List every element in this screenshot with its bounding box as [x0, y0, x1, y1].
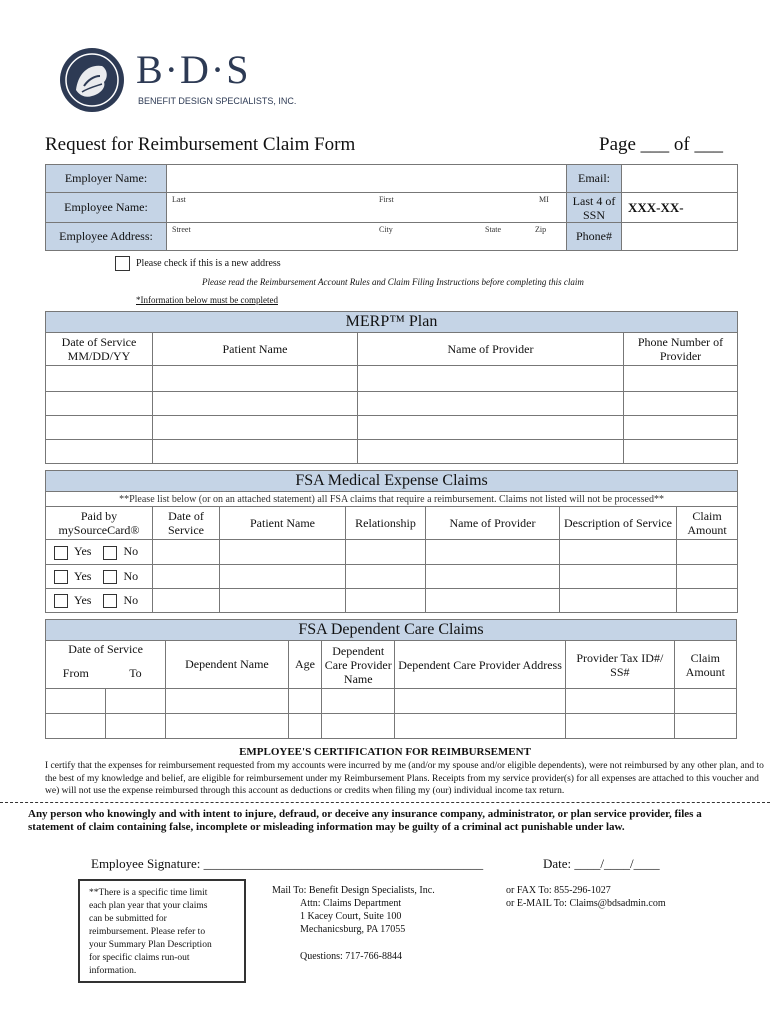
cell[interactable]	[674, 714, 736, 739]
ssn-prefix: XXX-XX-	[628, 199, 684, 215]
cell[interactable]	[358, 366, 624, 392]
dep-col-tax: Provider Tax ID#/ SS#	[566, 641, 675, 689]
claims-email[interactable]: or E-MAIL To: Claims@bdsadmin.com	[506, 898, 666, 909]
cell[interactable]	[153, 416, 358, 440]
table-row	[46, 440, 738, 464]
cell[interactable]	[220, 589, 346, 613]
cell[interactable]	[624, 440, 738, 464]
mail-address	[272, 884, 435, 963]
table-row	[46, 565, 738, 589]
certification-title: EMPLOYEE'S CERTIFICATION FOR REIMBURSEMENT	[239, 746, 531, 758]
merp-col-date: Date of Service MM/DD/YY	[46, 333, 153, 366]
cell[interactable]	[153, 589, 220, 613]
employer-name-field[interactable]	[167, 165, 567, 193]
cell[interactable]	[624, 416, 738, 440]
cell[interactable]	[46, 366, 153, 392]
cell[interactable]	[153, 565, 220, 589]
sub-label-mi: MI	[539, 195, 549, 204]
dep-col-provider-address: Dependent Care Provider Address	[395, 641, 566, 689]
dep-col-amount: Claim Amount	[674, 641, 736, 689]
no-label: No	[123, 568, 139, 583]
time-limit-line: each plan year that your claims	[89, 901, 208, 911]
no-checkbox[interactable]	[103, 570, 117, 584]
ssn-field[interactable]	[622, 193, 738, 223]
cell[interactable]	[46, 392, 153, 416]
cell[interactable]	[346, 589, 426, 613]
cell[interactable]	[153, 366, 358, 392]
time-limit-line: information.	[89, 966, 137, 976]
fax-number: or FAX To: 855-296-1027	[506, 885, 611, 896]
cell[interactable]	[426, 589, 560, 613]
cell[interactable]	[46, 714, 106, 739]
yes-label: Yes	[74, 568, 92, 583]
fsa-col-provider: Name of Provider	[426, 507, 560, 540]
paid-choice	[46, 540, 153, 565]
cell[interactable]	[560, 565, 677, 589]
logo-company: BENEFIT DESIGN SPECIALISTS, INC.	[138, 96, 297, 106]
cell[interactable]	[677, 589, 738, 613]
email-label: Email:	[567, 165, 622, 193]
mail-line: Mail To: Benefit Design Specialists, Inc.	[272, 885, 435, 896]
ssn-label: Last 4 of SSN	[567, 193, 622, 223]
cell[interactable]	[426, 540, 560, 565]
sub-label-state: State	[485, 225, 501, 234]
merp-col-provider: Name of Provider	[358, 333, 624, 366]
employee-name-label: Employee Name:	[46, 193, 167, 223]
time-limit-line: can be submitted for	[89, 914, 167, 924]
dep-col-from: From	[46, 659, 106, 689]
sub-label-last: Last	[172, 195, 186, 204]
fsa-medical-table	[45, 470, 738, 613]
yes-checkbox[interactable]	[54, 570, 68, 584]
cell[interactable]	[153, 540, 220, 565]
table-row	[46, 714, 737, 739]
new-address-checkbox[interactable]	[115, 256, 130, 271]
table-row	[46, 540, 738, 565]
merp-title: MERP™ Plan	[46, 312, 738, 333]
cell[interactable]	[395, 689, 566, 714]
employee-address-field[interactable]	[167, 223, 567, 251]
certification-line: we) will not use the expense reimbursed through this account as deductions or credits when filing my (our) individual income tax return.	[45, 786, 565, 796]
fsa-medical-note: **Please list below (or on an attached statement) all FSA claims that require a reimbursement. Claims not listed will not be processed**	[46, 492, 738, 507]
certification-line: I certify that the expenses for reimbursement requested from my accounts were incurred by me (and/or my spouse and/or eligible dependents), were not reimbursed by any other plan, and to	[45, 761, 764, 771]
yes-label: Yes	[74, 544, 92, 559]
no-checkbox[interactable]	[103, 594, 117, 608]
table-row	[46, 416, 738, 440]
time-limit-line: reimbursement. Please refer to	[89, 927, 206, 937]
no-checkbox[interactable]	[103, 546, 117, 560]
cell[interactable]	[106, 714, 166, 739]
no-label: No	[123, 592, 139, 607]
cell[interactable]	[166, 689, 288, 714]
table-row	[46, 392, 738, 416]
cell[interactable]	[153, 392, 358, 416]
mail-line: Mechanicsburg, PA 17055	[300, 924, 406, 935]
logo-letters: B·D·S	[136, 47, 251, 92]
sub-label-city: City	[379, 225, 393, 234]
cell[interactable]	[46, 440, 153, 464]
cell[interactable]	[395, 714, 566, 739]
signature-line[interactable]: Employee Signature: ___________________________________________	[91, 856, 484, 871]
dep-col-to: To	[106, 659, 166, 689]
paid-choice	[46, 565, 153, 589]
table-row	[46, 366, 738, 392]
merp-col-phone: Phone Number of Provider	[624, 333, 738, 366]
fraud-line: Any person who knowingly and with intent to injure, defraud, or deceive any insurance company, administrator, or plan service provider, files a	[28, 808, 702, 820]
read-instructions-note: Please read the Reimbursement Account Rules and Claim Filing Instructions before completing this claim	[202, 277, 584, 287]
no-label: No	[123, 544, 139, 559]
paid-choice	[46, 589, 153, 613]
fsa-col-description: Description of Service	[560, 507, 677, 540]
cell[interactable]	[166, 714, 288, 739]
cell[interactable]	[358, 440, 624, 464]
fsa-col-paid: Paid by mySourceCard®	[46, 507, 153, 540]
cell[interactable]	[346, 540, 426, 565]
dep-col-date: Date of Service	[46, 641, 166, 659]
employee-address-label: Employee Address:	[46, 223, 167, 251]
fax-email	[506, 884, 666, 910]
info-required-note: *Information below must be completed	[136, 295, 278, 305]
cell[interactable]	[566, 689, 675, 714]
sub-label-zip: Zip	[535, 225, 547, 234]
dep-col-name: Dependent Name	[166, 641, 288, 689]
cell[interactable]	[46, 416, 153, 440]
cell[interactable]	[322, 714, 395, 739]
yes-checkbox[interactable]	[54, 546, 68, 560]
cell[interactable]	[288, 689, 322, 714]
table-row	[46, 689, 737, 714]
time-limit-box	[78, 879, 246, 983]
signature-date[interactable]: Date: ____/____/____	[543, 856, 660, 871]
questions-phone: Questions: 717-766-8844	[300, 951, 402, 962]
new-address-label: Please check if this is a new address	[136, 257, 281, 269]
cell[interactable]	[674, 689, 736, 714]
time-limit-line: your Summary Plan Description	[89, 940, 212, 950]
sub-label-first: First	[379, 195, 394, 204]
cell[interactable]	[560, 540, 677, 565]
yes-label: Yes	[74, 592, 92, 607]
cell[interactable]	[153, 440, 358, 464]
merp-col-patient: Patient Name	[153, 333, 358, 366]
email-field[interactable]	[622, 165, 738, 193]
fsa-col-amount: Claim Amount	[677, 507, 738, 540]
cell[interactable]	[677, 540, 738, 565]
logo	[58, 46, 297, 116]
cell[interactable]	[288, 714, 322, 739]
lion-head-icon	[58, 46, 126, 114]
mail-line: Attn: Claims Department	[300, 898, 402, 909]
new-address-row	[115, 256, 281, 271]
yes-checkbox[interactable]	[54, 594, 68, 608]
employee-name-field[interactable]	[167, 193, 567, 223]
fraud-notice	[0, 802, 770, 834]
page-count: Page ___ of ___	[599, 134, 724, 155]
fsa-col-date: Date of Service	[153, 507, 220, 540]
fsa-dependent-title: FSA Dependent Care Claims	[46, 620, 737, 641]
fraud-line: statement of claim containing false, incomplete or misleading information may be guilty of a criminal act punishable under law.	[28, 821, 625, 833]
cell[interactable]	[220, 540, 346, 565]
table-row	[46, 589, 738, 613]
phone-label: Phone#	[567, 223, 622, 251]
cell[interactable]	[560, 589, 677, 613]
cell[interactable]	[358, 416, 624, 440]
cell[interactable]	[358, 392, 624, 416]
employee-info-table	[45, 164, 738, 251]
certification-line: the best of my knowledge and belief, are eligible for reimbursement under my Reimbursement Plans. Receipts from my service provider(s) for all expenses are attached to this voucher and	[45, 773, 759, 784]
certification-text	[45, 760, 770, 798]
dep-col-age: Age	[288, 641, 322, 689]
employer-name-label: Employer Name:	[46, 165, 167, 193]
time-limit-line: **There is a specific time limit	[89, 888, 208, 898]
cell[interactable]	[624, 392, 738, 416]
cell[interactable]	[322, 689, 395, 714]
phone-field[interactable]	[622, 223, 738, 251]
mail-line: 1 Kacey Court, Suite 100	[300, 911, 402, 922]
fsa-col-relationship: Relationship	[346, 507, 426, 540]
dep-col-provider-name: Dependent Care Provider Name	[322, 641, 395, 689]
fsa-medical-title: FSA Medical Expense Claims	[46, 471, 738, 492]
cell[interactable]	[566, 714, 675, 739]
fsa-col-patient: Patient Name	[220, 507, 346, 540]
cell[interactable]	[426, 565, 560, 589]
cell[interactable]	[220, 565, 346, 589]
fsa-dependent-table	[45, 619, 737, 739]
cell[interactable]	[624, 366, 738, 392]
cell[interactable]	[46, 689, 106, 714]
cell[interactable]	[346, 565, 426, 589]
cell[interactable]	[677, 565, 738, 589]
sub-label-street: Street	[172, 225, 191, 234]
cell[interactable]	[106, 689, 166, 714]
time-limit-line: for specific claims run-out	[89, 953, 190, 963]
merp-table	[45, 311, 738, 464]
page-title: Request for Reimbursement Claim Form	[45, 134, 356, 155]
